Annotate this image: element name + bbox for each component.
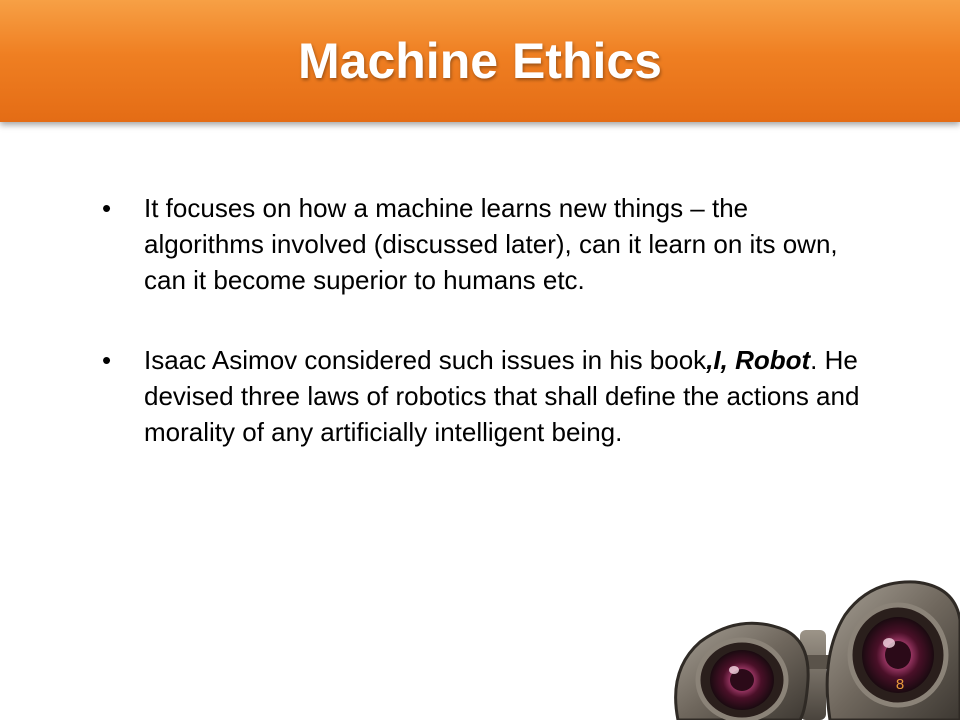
slide-title: Machine Ethics	[298, 33, 662, 89]
bullet-list	[102, 190, 872, 450]
bullet-text-before: Isaac Asimov considered such issues in his book	[144, 345, 707, 375]
bullet-icon: •	[102, 345, 112, 375]
robot-left-eye	[676, 623, 809, 720]
robot-image	[660, 560, 960, 720]
book-title: ,I, Robot	[706, 345, 811, 375]
bullet-item	[102, 342, 872, 450]
bullet-item	[102, 190, 872, 298]
title-bar	[0, 0, 960, 122]
bullet-text-after: . He devised three laws of robotics that shall define the actions and morality of any artificially intelligent being.	[144, 345, 860, 447]
page-number: 8	[895, 676, 905, 693]
bullet-icon: •	[102, 193, 112, 223]
bullet-text: It focuses on how a machine learns new things – the algorithms involved (discussed later), can it learn on its own, can it become superior to humans etc.	[144, 193, 838, 295]
robot-right-eye	[827, 582, 960, 720]
